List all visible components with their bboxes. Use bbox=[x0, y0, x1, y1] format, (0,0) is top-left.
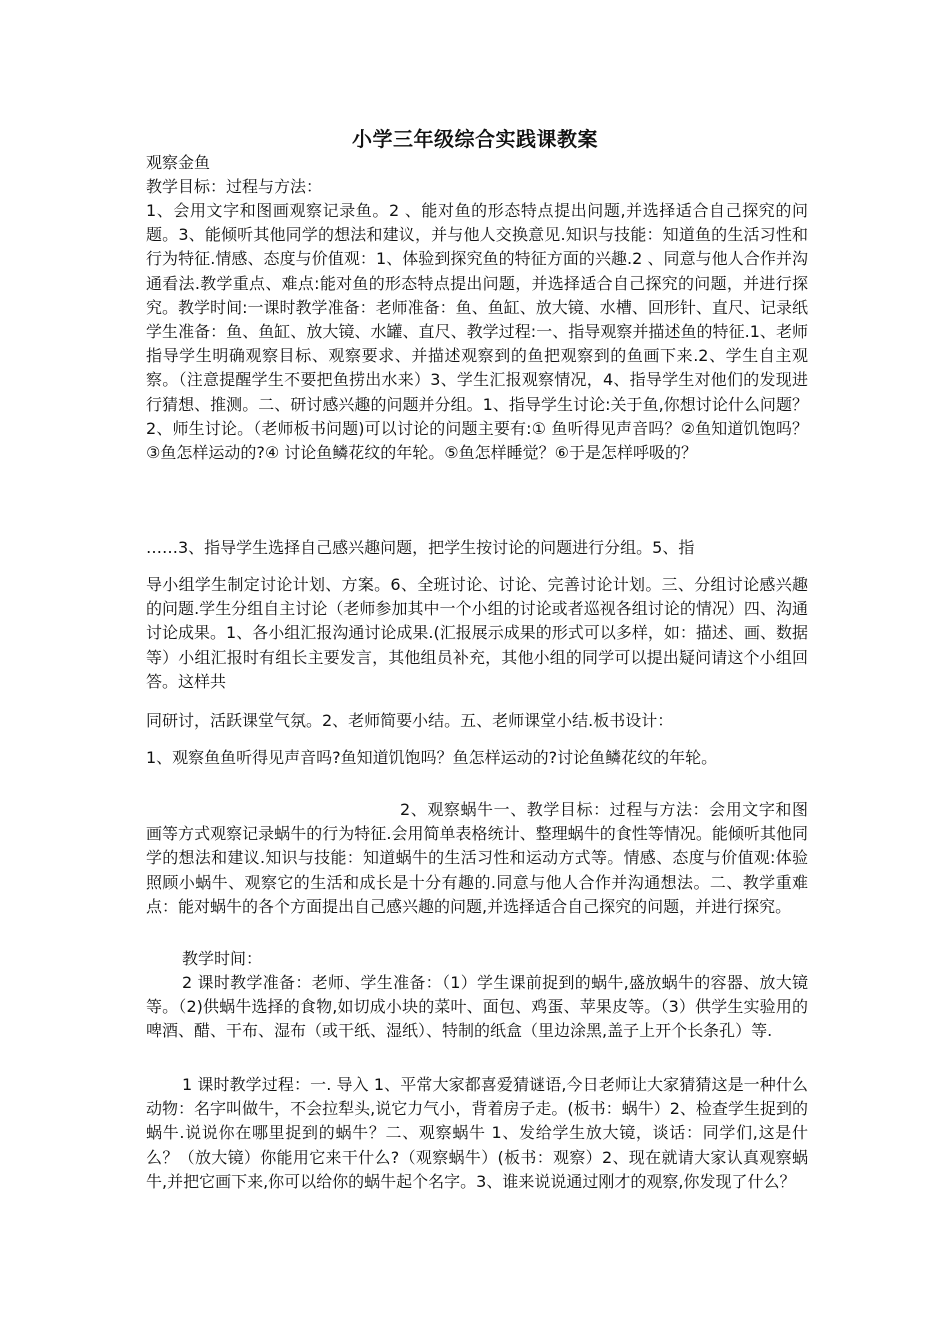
teaching-time-line: 教学时间： bbox=[182, 949, 263, 968]
document-title: 小学三年级综合实践课教案 bbox=[352, 127, 598, 151]
teaching-goals-heading: 教学目标：过程与方法： bbox=[146, 177, 323, 196]
body-paragraph-4: 同研讨，活跃课堂气氛。2、老师简要小结。五、老师课堂小结.板书设计： bbox=[146, 711, 674, 730]
snail-section-paragraph: 2、观察蜗牛一、教学目标：过程与方法：会用文字和图画等方式观察记录蜗牛的行为特征.会用简单表格统计、整理蜗牛的食性等情况。能倾听其他同学的想法和建议.知识与技能：知道蜗牛的生活习性和运动方式等。情感、态度与价值观:体验照顾小蜗牛、观察它的生活和成长是十分有趣的.同意与他人合作并沟通想法。二、教学重难点：能对蜗牛的各个方面提出自己感兴趣的问题,并选择适合自己探究的问题，并进行探究。 bbox=[146, 800, 808, 916]
board-design-paragraph: 1、观察鱼鱼听得见声音吗?鱼知道饥饱吗？鱼怎样运动的?讨论鱼鳞花纹的年轮。 bbox=[146, 748, 718, 767]
teaching-process-paragraph: 1 课时教学过程：一. 导入 1、平常大家都喜爱猜谜语,今日老师让大家猜猜这是一种什么动物：名字叫做牛，不会拉犁头,说它力气小，背着房子走。(板书：蜗牛）2、检查学生捉到的蜗牛.说说你在哪里捉到的蜗牛？二、观察蜗牛 1、发给学生放大镜，谈话：同学们,这是什么？（放大镜）你能用它来干什么?（观察蜗牛）(板书：观察）2、现在就请大家认真观察蜗牛,并把它画下来,你可以给你的蜗牛起个名字。3、谁来说说通过刚才的观察,你发现了什么？ bbox=[146, 1075, 808, 1191]
preparation-paragraph: 2 课时教学准备：老师、学生准备：（1）学生课前捉到的蜗牛,盛放蜗牛的容器、放大镜等。（2)供蜗牛选择的食物,如切成小块的菜叶、面包、鸡蛋、苹果皮等。（3）供学生实验用的啤酒、醋、干布、湿布（或干纸、湿纸）、特制的纸盒（里边涂黑,盖子上开个长条孔）等. bbox=[146, 973, 808, 1041]
body-paragraph-1: 1、会用文字和图画观察记录鱼。2 、能对鱼的形态特点提出问题,并选择适合自己探究的问题。3、能倾听其他同学的想法和建议，并与他人交换意见.知识与技能：知道鱼的生活习性和行为特征.情感、态度与价值观：1、体验到探究鱼的特征方面的兴趣.2 、同意与他人合作并沟通看法.教学重点、难点:能对鱼的形态特点提出问题，并选择适合自己探究的问题，并进行探究。教学时间:一课时教学准备：老师准备：鱼、鱼缸、放大镜、水槽、回形针、直尺、记录纸学生准备：鱼、鱼缸、放大镜、水罐、直尺、教学过程:一、指导观察并描述鱼的特征.1、老师指导学生明确观察目标、观察要求、并描述观察到的鱼把观察到的鱼画下来.2、学生自主观察。（注意提醒学生不要把鱼捞出水来）3、学生汇报观察情况，4、指导学生对他们的发现进行猜想、推测。二、研讨感兴趣的问题并分组。1、指导学生讨论:关于鱼,你想讨论什么问题？2、师生讨论。（老师板书问题)可以讨论的问题主要有:① 鱼听得见声音吗？②鱼知道饥饱吗？③鱼怎样运动的?④ 讨论鱼鳞花纹的年轮。⑤鱼怎样睡觉？⑥于是怎样呼吸的？ bbox=[146, 201, 808, 463]
body-paragraph-3: 导小组学生制定讨论计划、方案。6、全班讨论、讨论、完善讨论计划。三、分组讨论感兴趣的问题.学生分组自主讨论（老师参加其中一个小组的讨论或者巡视各组讨论的情况）四、沟通讨论成果。1、各小组汇报沟通讨论成果.(汇报展示成果的形式可以多样，如：描述、画、数据等）小组汇报时有组长主要发言，其他组员补充，其他小组的同学可以提出疑问请这个小组回答。这样共 bbox=[146, 575, 808, 691]
section-heading-goldfish: 观察金鱼 bbox=[146, 153, 211, 172]
body-paragraph-2: ……3、指导学生选择自己感兴趣问题，把学生按讨论的问题进行分组。5、指 bbox=[146, 538, 695, 557]
